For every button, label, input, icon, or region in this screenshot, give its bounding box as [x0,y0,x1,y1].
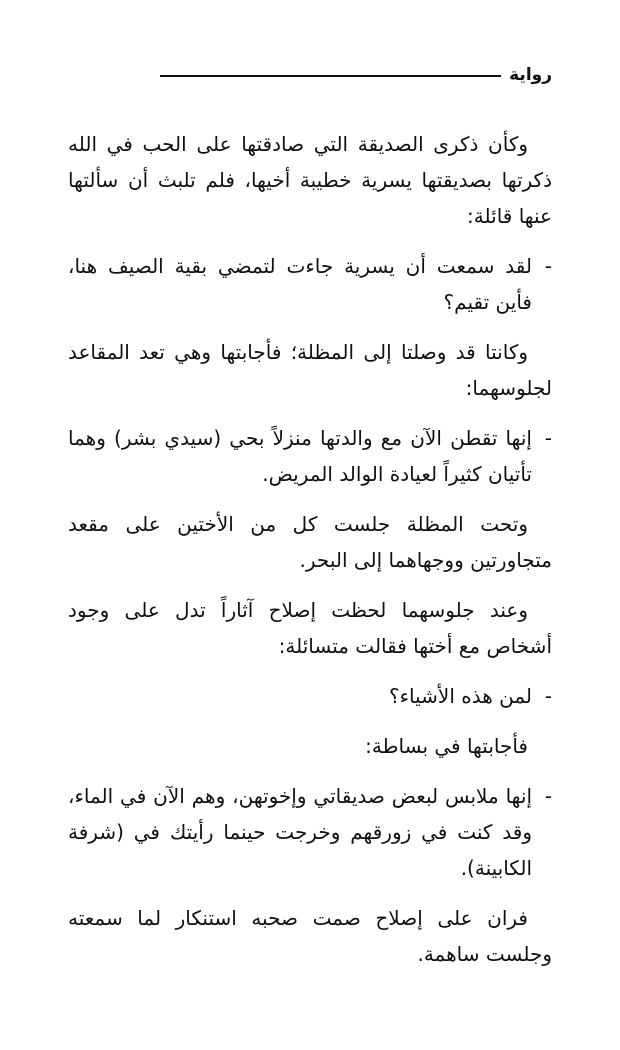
paragraph: وكأن ذكرى الصديقة التي صادقتها على الحب في الله ذكرتها بصديقتها يسرية خطيبة أخيها، فلم تلبث أن سألتها عنها قائلة: [68,132,552,228]
dialogue-dash: - [544,684,552,708]
paragraph: وتحت المظلة جلست كل من الأختين على مقعد متجاورتين ووجهاهما إلى البحر. [68,512,552,572]
dialogue-line [68,678,552,714]
dialogue-text: لقد سمعت أن يسرية جاءت لتمضي بقية الصيف هنا، فأين تقيم؟ [68,254,532,314]
dialogue-text: إنها تقطن الآن مع والدتها منزلاً بحي (سيدي بشر) وهما تأتيان كثيراً لعيادة الوالد المريض. [68,426,532,486]
running-header [160,60,552,90]
paragraph: فران على إصلاح صمت صحبه استنكار لما سمعته وجلست ساهمة. [68,906,552,966]
dialogue-text: إنها ملابس لبعض صديقاتي وإخوتهن، وهم الآن في الماء، وقد كنت في زورقهم وخرجت حينما رأيتك في (شرفة الكابينة). [68,784,532,880]
dialogue-text: لمن هذه الأشياء؟ [389,684,532,708]
header-title: رواية [509,65,552,85]
dialogue-dash: - [544,784,552,808]
dialogue-line [68,248,552,320]
header-rule [160,75,501,77]
text-body [68,126,552,986]
paragraph: وكانتا قد وصلتا إلى المظلة؛ فأجابتها وهي تعد المقاعد لجلوسهما: [68,340,552,400]
paragraph: وعند جلوسهما لحظت إصلاح آثاراً تدل على وجود أشخاص مع أختها فقالت متسائلة: [68,598,552,658]
dialogue-dash: - [544,426,552,450]
paragraph: فأجابتها في بساطة: [365,734,528,758]
dialogue-dash: - [544,254,552,278]
dialogue-line [68,420,552,492]
dialogue-line [68,778,552,886]
